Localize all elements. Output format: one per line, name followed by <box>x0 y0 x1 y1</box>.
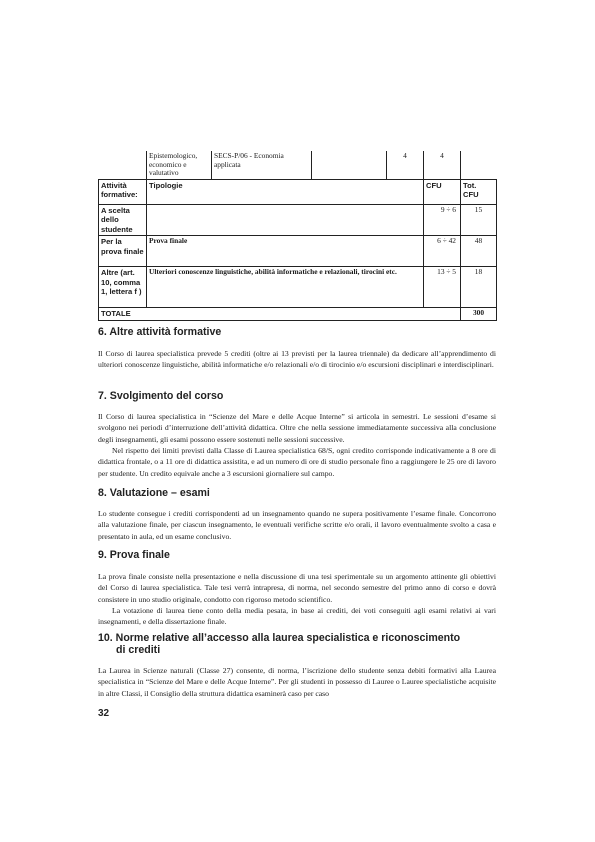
section-10-title-line1: 10. Norme relative all’accesso alla laurea specialistica e riconoscimento <box>98 632 461 644</box>
section-9-title: 9. Prova finale <box>98 549 170 561</box>
section-10-title <box>98 632 460 656</box>
header-attivita: Attività formative: <box>99 180 147 205</box>
total-label: TOTALE <box>99 308 461 320</box>
table-cell <box>312 151 387 180</box>
table-cell-cfu: 4 <box>387 151 424 180</box>
section-7-paragraph: Nel rispetto dei limiti previsti dalla Classe di Laurea specialistica 68/S, ogni credito corrisponde indicativamente a 8 ore di didattica frontale, o a 11 ore di didattica assistita, e ad un numero di ore di studio personale fino a raggiungere le 25 ore di lavoro per studente. Un credito equivale anche a 3 escursioni giornaliere sul campo. <box>98 446 496 478</box>
row-cfu: 13 ÷ 5 <box>424 267 461 308</box>
row-label: A scelta dello studente <box>99 205 147 236</box>
table-cell-sector: SECS-P/06 - Economia applicata <box>212 151 312 180</box>
section-6-title: 6. Altre attività formative <box>98 326 222 338</box>
table-row <box>99 205 497 236</box>
table-header-row <box>99 180 497 205</box>
table-row <box>99 267 497 308</box>
table-cell-area: Epistemologico, economico e valutativo <box>147 151 212 180</box>
row-cfu: 6 ÷ 42 <box>424 236 461 267</box>
section-7-paragraph: Il Corso di laurea specialistica in “Scienze del Mare e delle Acque Interne” si articola in semestri. Le sessioni d’esame si svolgono nei periodi d’interruzione dell’attività didattica. Oltre che nella sessione immediatamente successiva alla conclusione degli insegnamenti, gli esami possono essere sostenuti nelle sessioni successive. <box>98 412 496 444</box>
table-row <box>99 236 497 267</box>
credits-table <box>98 151 497 321</box>
row-desc: Ulteriori conoscenze linguistiche, abilità informatiche e relazionali, tirocini etc. <box>147 267 424 308</box>
section-6-paragraph: Il Corso di laurea specialistica prevede 5 crediti (oltre ai 13 previsti per la laurea triennale) da dedicare all’apprendimento di ulteriori conoscenze linguistiche, abilità informatiche e/o relazionali e/o di tirocinio e/o escursioni disciplinari e interdisciplinari. <box>98 349 496 370</box>
row-tot: 15 <box>461 205 497 236</box>
section-8-title: 8. Valutazione – esami <box>98 487 210 499</box>
row-desc <box>147 205 424 236</box>
table-cell <box>461 151 497 180</box>
header-tipologie: Tipologie <box>147 180 424 205</box>
total-value: 300 <box>461 308 497 320</box>
section-8-paragraph: Lo studente consegue i crediti corrispondenti ad un insegnamento quando ne supera positivamente l’esame finale. Concorrono alla valutazione finale, per ciascun insegnamento, le eventuali verifiche scritte e/o orali, il lavoro eventualmente svolto a casa e presentato in aula, ed un esame conclusivo. <box>98 509 496 541</box>
row-cfu: 9 ÷ 6 <box>424 205 461 236</box>
table-top-row <box>99 151 497 180</box>
row-tot: 18 <box>461 267 497 308</box>
table-cell <box>99 151 147 180</box>
section-10-title-line2: di crediti <box>116 644 161 656</box>
section-9-paragraph: La prova finale consiste nella presentazione e nella discussione di una tesi sperimentale su un argomento attinente gli obiettivi del Corso di laurea specialistica. Tale tesi verrà intrapresa, di norma, nel secondo semestre del primo anno di corso e dovrà consistere in uno studio originale, condotto con rigoroso metodo scientifico. <box>98 572 496 604</box>
section-7-title: 7. Svolgimento del corso <box>98 390 224 402</box>
header-cfu: CFU <box>424 180 461 205</box>
row-tot: 48 <box>461 236 497 267</box>
row-label: Altre (art. 10, comma 1, lettera f ) <box>99 267 147 308</box>
page-number: 32 <box>98 708 110 719</box>
row-desc: Prova finale <box>147 236 424 267</box>
section-10-paragraph: La Laurea in Scienze naturali (Classe 27) consente, di norma, l’iscrizione dello studente senza debiti formativi alla Laurea specialistica in “Scienze del Mare e delle Acque Interne”. Per gli studenti in possesso di Lauree o Lauree specialistiche acquisite in altre Classi, il Consiglio della struttura didattica esaminerà caso per caso <box>98 666 496 698</box>
header-tot: Tot. CFU <box>461 180 497 205</box>
section-9-paragraph: La votazione di laurea tiene conto della media pesata, in base ai crediti, dei voti conseguiti agli esami relativi ai vari insegnamenti, e della dissertazione finale. <box>98 606 496 627</box>
table-cell-cfu: 4 <box>424 151 461 180</box>
table-total-row <box>99 308 497 320</box>
row-label: Per la prova finale <box>99 236 147 267</box>
